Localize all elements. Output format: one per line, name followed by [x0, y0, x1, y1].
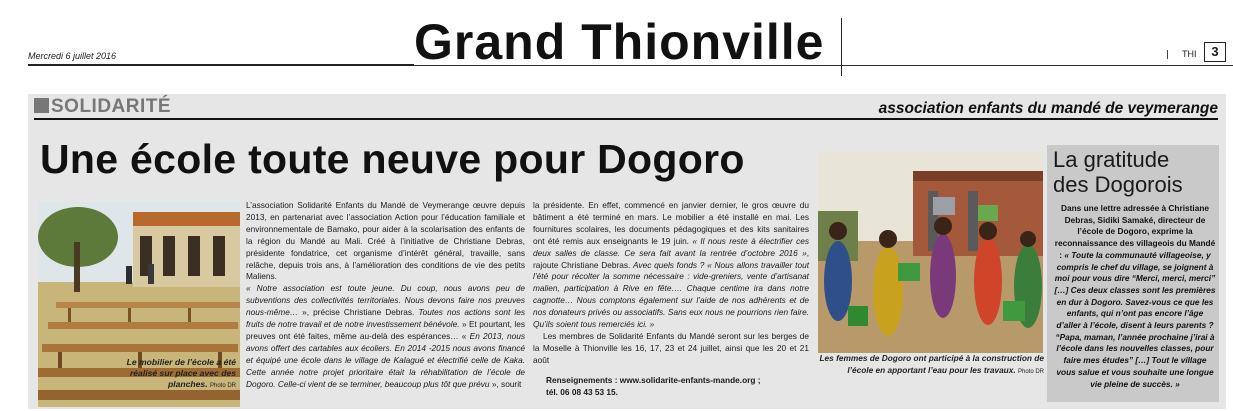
quote: Toutes nos actions sont les fruits de notre travail et de notre investissement bénévole.	[246, 307, 525, 330]
gratitude-sidebar	[1047, 145, 1219, 402]
article-column-1	[246, 200, 525, 391]
sidebar-body	[1054, 203, 1216, 390]
text-cursor	[841, 18, 842, 76]
paragraph: Les membres de Solidarité Enfants du Mandé seront sur les berges de la Moselle à Thionville les 16, 17, 23 et 24 juillet, ainsi que les 20 et 21 août	[533, 330, 809, 365]
paragraph: L’association Solidarité Enfants du Mandé de Veymerange œuvre depuis 2013, en partenariat avec l’association Action pour l’éducation familiale et environnementale de Bamako, pour aider à la scolarisation des enfants de la région du Mandé au Mali. Créé à l’initiative de Christiane Debras, présidente fondatrice, cet organisme d’intérêt général, travaille, sans relâche, depuis trois ans, à l’amélioration des conditions de vie des petits Maliens.	[246, 200, 525, 282]
body-text: » Et pourtant, les preuves ont été faites, même au-delà des espérances… «	[246, 319, 525, 341]
body-text: », précise Christiane Debras.	[302, 307, 415, 318]
article-column-2	[533, 200, 809, 367]
caption-text: Le mobilier de l’école a été réalisé sur place avec des planches.	[126, 357, 236, 389]
quote: Avec quels fonds ?	[633, 259, 705, 270]
paragraph	[533, 200, 809, 331]
edition-code: THI	[1182, 49, 1197, 59]
article-block	[28, 94, 1226, 409]
quote: En 2013, nous avons offert des cartables aux écoliers. En 2014 -2015 nous avons financé et équipé une école dans le village de Kalagué et électrifié celle de Kaka. Cette année notre projet prioritaire était la réhabilitation de l’école de Dogoro. Celle-ci vient de se terminer, beaucoup plus tôt que prévu	[246, 330, 526, 389]
rubric-square-icon	[34, 98, 49, 113]
rubric-rule	[34, 118, 1218, 120]
section-title: Grand Thionville	[414, 14, 825, 70]
women-photo-illustration	[818, 151, 1043, 353]
sidebar-intro: Dans une lettre adressée à Christiane Debras, Sidiki Samaké, directeur de l’école de Dogoro, exprime la reconnaissance des villageois du Mandé :	[1054, 203, 1216, 260]
women-photo	[818, 151, 1043, 353]
publication-date: Mercredi 6 juillet 2016	[28, 51, 117, 61]
edition-separator	[1167, 50, 1168, 59]
rubric-text: SOLIDARITÉ	[51, 96, 172, 117]
school-photo-caption	[106, 357, 236, 392]
masthead	[0, 0, 1233, 78]
contact-phone: tél. 06 08 43 53 15.	[546, 387, 618, 397]
body-text: », sourit	[491, 378, 522, 389]
contact-info	[546, 374, 808, 398]
rubric-label	[34, 96, 171, 118]
sidebar-title	[1053, 147, 1183, 197]
photo-credit: Photo DR	[209, 383, 236, 389]
sidebar-title-line: La gratitude	[1053, 147, 1170, 172]
body-text: , rajoute Christiane Debras.	[533, 247, 809, 270]
association-label: association enfants du mandé de veymerange	[878, 100, 1218, 117]
body-text: la présidente. En effet, commencé en janvier dernier, le gros œuvre du bâtiment a été terminé en mars. Le mobilier a été installé en mai. Les fournitures scolaires, les documents pédagogiques et des kits sanitaires ont été remis aux enseignants le 19 juin.	[533, 200, 809, 246]
sidebar-quote: « Toute la communauté villageoise, y compris le chef du village, se joignent à moi pour vous dire “Merci, merci, merci” […] Ces deux classes sont les premières en dur à Dogoro. Savez-vous ce que les enfants, qui n’ont pas encore l’âge d’aller à l’école, disent à leurs parents ? “Papa, maman, l’année prochaine j’irai à l’école dans les nouvelles classes, pour faire mes études” […] Tout le village vous salue et vous souhaite une longue vie pleine de succès. »	[1054, 249, 1216, 389]
quote: « Notre association est toute jeune. Du coup, nous avons peu de subventions des collectivités territoriales. Nous devons faire nos preuves nous-même…	[246, 283, 525, 318]
paragraph	[246, 283, 525, 390]
page-number: 3	[1204, 42, 1226, 62]
headline: Une école toute neuve pour Dogoro	[40, 136, 745, 182]
masthead-rule-accent	[28, 64, 414, 66]
contact-website: Renseignements : www.solidarite-enfants-mande.org ;	[546, 375, 761, 385]
sidebar-title-line: des Dogorois	[1053, 172, 1183, 197]
quote: « Nous allons travailler tout l’été pour récolter la somme nécessaire : vide-greniers, vente d’artisanat malien, participation à Rive en fête…. Chaque centime ira dans notre cagnotte… Nous comptons également sur l’aide de nos adhérents et de nos donateurs privés ou associatifs. Sans eux nous ne pourrions rien faire. Qu’ils soient tous remerciés ici. »	[533, 259, 809, 330]
women-photo-caption	[816, 353, 1044, 378]
caption-text: Les femmes de Dogoro ont participé à la construction de l’école en apportant l’eau pour les travaux.	[819, 353, 1044, 375]
quote: « Il nous reste à électrifier ces deux salles de classe. Ce sera fait avant la rentrée d’octobre 2016 »	[533, 235, 809, 258]
photo-credit: Photo DR	[1017, 368, 1044, 375]
